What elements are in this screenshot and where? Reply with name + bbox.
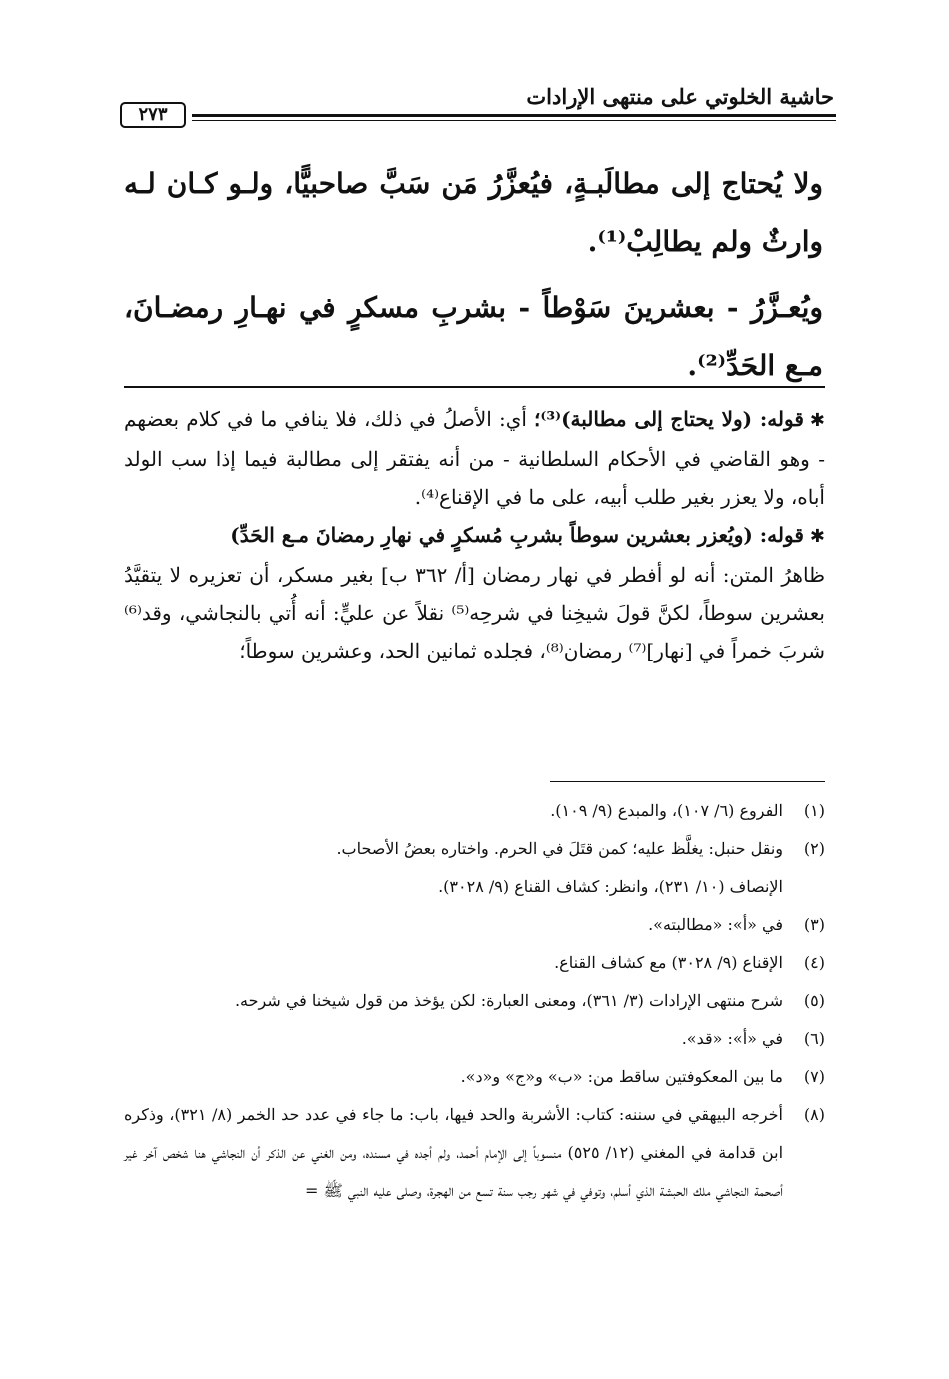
page-number: ٢٧٣ — [120, 102, 186, 128]
running-header-title: حاشية الخلوتي على منتهى الإرادات — [526, 84, 834, 109]
footnote-divider — [550, 781, 825, 782]
main-text — [124, 155, 823, 395]
footnote-text: في «أ»: «مطالبته». — [648, 915, 783, 934]
footnote-number: (٣) — [803, 915, 825, 934]
footnote — [124, 944, 825, 982]
main-paragraph-1: ولا يُحتاج إلى مطالَبـةٍ، فيُعزَّرُ مَن سَبَّ صاحبيًّا، ولـو كـان لـه وارثٌ ولم يطالِبْ⁽¹⁾. — [124, 167, 823, 258]
footnote — [124, 1020, 825, 1058]
footnote — [124, 792, 825, 830]
footnote — [124, 1096, 825, 1210]
footnotes — [124, 792, 825, 1210]
main-paragraph-2: ويُعـزَّرُ - بعشرينَ سَوْطاً - بشربِ مسكرٍ في نهـارِ رمضـانَ، مـع الحَدِّ⁽²⁾. — [124, 291, 823, 382]
footnote-number: (٢) — [803, 839, 825, 858]
footnote-text: الفروع (٦/ ١٠٧)، والمبدع (٩/ ١٠٩). — [550, 801, 783, 820]
footnote — [124, 906, 825, 944]
footnote-number: (٧) — [803, 1067, 825, 1086]
footnote-text: ونقل حنبل: يغلَّظ عليه؛ كمن قتَلَ في الحرم. واختاره بعضُ الأصحاب. — [336, 839, 783, 858]
footnote-number: (٥) — [803, 991, 825, 1010]
footnote — [124, 1058, 825, 1096]
commentary — [124, 400, 825, 670]
footnote-text-line2: الإنصاف (١٠/ ٢٣١)، وانظر: كشاف القناع (٩/ ٣٠٢٨). — [438, 877, 783, 896]
commentary-lead-1: قوله: (ولا يحتاج إلى مطالبة)⁽³⁾؛ — [534, 407, 804, 431]
commentary-paragraph-1 — [124, 400, 825, 516]
footnote-number: (١) — [803, 801, 825, 820]
footnote — [124, 830, 825, 906]
header-rule-thin — [192, 120, 836, 121]
footnote-text: ما بين المعكوفتين ساقط من: «ب» و«ج» و«د». — [460, 1067, 783, 1086]
commentary-lead-2: قوله: (ويُعزر بعشرين سوطاً بشربِ مُسكرٍ في نهارِ رمضانَ مـع الحَدِّ) — [230, 523, 804, 547]
footnote-number: (٨) — [803, 1105, 825, 1124]
star-icon: ✱ — [809, 410, 826, 431]
commentary-paragraph-2 — [124, 516, 825, 556]
footnote-text: الإقناع (٩/ ٣٠٢٨) مع كشاف القناع. — [554, 953, 783, 972]
footnote-text: شرح منتهى الإرادات (٣/ ٣٦١)، ومعنى العبارة: لكن يؤخذ من قول شيخنا في شرحه. — [234, 991, 783, 1010]
footnote-text: في «أ»: «قد». — [681, 1029, 783, 1048]
star-icon: ✱ — [809, 526, 825, 547]
header-rule — [192, 114, 836, 117]
commentary-paragraph-3: ظاهرُ المتن: أنه لو أفطر في نهار رمضان [أ/ ٣٦٢ ب] بغير مسكر، أن تعزيره لا يتقيَّدُ بعشرين سوطاً، لكنَّ قولَ شيخِنا في شرحِه⁽⁵⁾ نقلاً عن عليٍّ: أنه أُتي بالنجاشي، وقد⁽⁶⁾ شربَ خمراً في [نهار]⁽⁷⁾ رمضان⁽⁸⁾، فجلده ثمانين الحد، وعشرين سوطاً؛ — [124, 563, 825, 663]
commentary-text-1: أي: الأصلُ في ذلك، فلا ينافي ما في كلام بعضهم - وهو القاضي في الأحكام السلطانية - من أنه يفتقر إلى مطالبة فيما إذا سب الولد أباه، ولا يعزر بغير طلب أبيه، على ما في الإقناع⁽⁴⁾. — [124, 407, 825, 509]
footnote-number: (٤) — [803, 953, 825, 972]
footnote — [124, 982, 825, 1020]
footnote-number: (٦) — [803, 1029, 825, 1048]
section-divider — [124, 386, 825, 388]
footnote-text: أخرجه البيهقي في سننه: كتاب: الأشربة والحد فيها، باب: ما جاء في عدد حد الخمر (٨/ ٣٢١)، وذكره ابن قدامة في المغني (١٢/ ٥٢٥) منسوباً إلى الإمام أحمد، ولم أجده في مسنده، ومن الغني عن الذكر أن النجاشي هنا شخص آخر غير أصحمة النجاشي ملك الحبشة الذي أسلم، وتوفي في شهر رجب سنة تسع من الهجرة، وصلى عليه النبي ﷺ = — [124, 1105, 784, 1200]
